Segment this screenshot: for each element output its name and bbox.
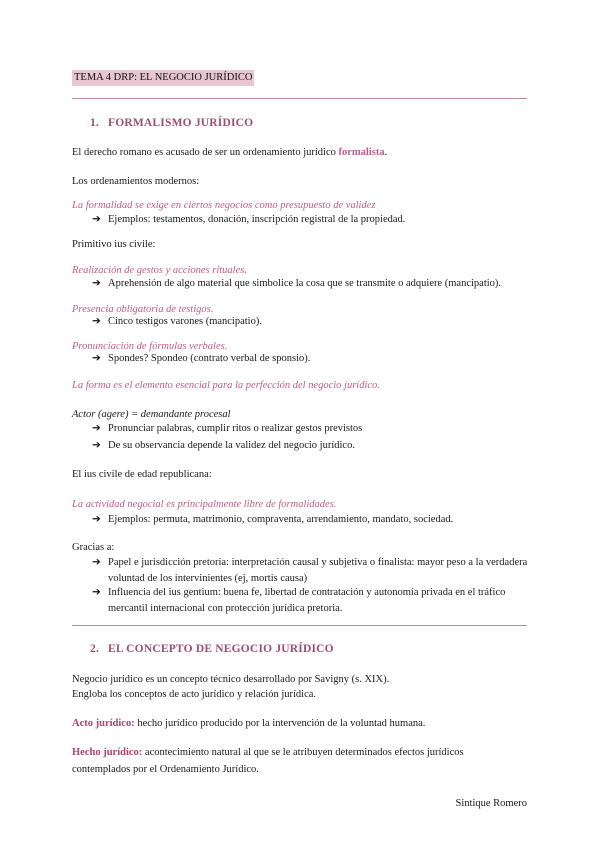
section-1-heading	[90, 117, 253, 129]
arrow-icon: ➔	[92, 423, 101, 434]
paragraph: Negocio jurídico es un concepto técnico desarrollado por Savigny (s. XIX).	[72, 674, 390, 685]
paragraph	[72, 146, 387, 160]
definition-term: Acto jurídico:	[72, 718, 135, 729]
paragraph: Los ordenamientos modernos:	[72, 176, 200, 187]
section-2-title: EL CONCEPTO DE NEGOCIO JURÍDICO	[108, 643, 334, 655]
arrow-icon: ➔	[92, 278, 101, 289]
list-item-text: Spondes? Spondeo (contrato verbal de sponsio).	[108, 353, 311, 364]
document-title: TEMA 4 DRP: EL NEGOCIO JURÍDICO	[72, 70, 254, 86]
list-item-text: De su observancia depende la validez del negocio jurídico.	[108, 440, 355, 451]
arrow-icon: ➔	[92, 353, 101, 364]
arrow-icon: ➔	[92, 214, 101, 225]
divider	[72, 625, 527, 626]
list-item-text: Pronunciar palabras, cumplir ritos o realizar gestos previstos	[108, 423, 363, 434]
highlight-term: formalista	[338, 147, 385, 158]
paragraph-emphasis: La actividad negocial es principalmente libre de formalidades.	[72, 499, 337, 510]
list-item-text: Influencia del ius gentium: buena fe, libertad de contratación y autonomía privada en el tráfico mercantil internacional con protección jurídica pretoria.	[108, 587, 506, 614]
paragraph-emphasis: La forma es el elemento esencial para la perfección del negocio jurídico.	[72, 380, 380, 391]
definition-term: Hecho jurídico:	[72, 747, 143, 758]
paragraph-emphasis: Presencia obligatoria de testigos.	[72, 304, 214, 315]
section-1-title: FORMALISMO JURÍDICO	[108, 117, 254, 129]
divider	[72, 98, 527, 99]
paragraph-emphasis: Realización de gestos y acciones rituales.	[72, 265, 247, 276]
list-item-text: Cinco testigos varones (mancipatio).	[108, 316, 262, 327]
list-item-text: Aprehensión de algo material que simbolice la cosa que se transmite o adquiere (mancipatio).	[108, 278, 502, 289]
arrow-icon: ➔	[92, 557, 101, 568]
paragraph-italic: Actor (agere) = demandante procesal	[72, 409, 231, 420]
list-item-text: Papel e jurisdicción pretoria: interpretación causal y subjetiva o finalista: mayor peso a la verdadera voluntad de los intervinientes (ej, mortis causa)	[108, 557, 528, 584]
paragraph: Engloba los conceptos de acto jurídico y relación jurídica.	[72, 689, 317, 700]
arrow-icon: ➔	[92, 316, 101, 327]
footer-author: Sintique Romero	[455, 798, 527, 809]
definition	[72, 717, 425, 731]
list-item-text: Ejemplos: permuta, matrimonio, compraventa, arrendamiento, mandato, sociedad.	[108, 514, 454, 525]
definition-continuation: contemplados por el Ordenamiento Jurídico.	[72, 764, 259, 775]
paragraph-text: El derecho romano es acusado de ser un ordenamiento jurídico	[72, 147, 339, 158]
paragraph: El ius civile de edad republicana:	[72, 469, 212, 480]
arrow-icon: ➔	[92, 587, 101, 598]
section-2-number: 2.	[90, 643, 100, 655]
definition-text: hecho jurídico producido por la intervención de la voluntad humana.	[134, 718, 426, 729]
paragraph: Primitivo ius civile:	[72, 239, 156, 250]
section-2-heading	[90, 643, 334, 655]
list-item-text: Ejemplos: testamentos, donación, inscripción registral de la propiedad.	[108, 214, 406, 225]
definition	[72, 746, 464, 760]
paragraph: Gracias a:	[72, 542, 115, 553]
paragraph-emphasis: La formalidad se exige en ciertos negocios como presupuesto de validez	[72, 200, 376, 211]
arrow-icon: ➔	[92, 514, 101, 525]
section-1-number: 1.	[90, 117, 100, 129]
arrow-icon: ➔	[92, 440, 101, 451]
paragraph-end: .	[384, 147, 388, 158]
definition-text: acontecimiento natural al que se le atribuyen determinados efectos jurídicos	[142, 747, 464, 758]
paragraph-emphasis: Pronunciación de fórmulas verbales.	[72, 341, 228, 352]
